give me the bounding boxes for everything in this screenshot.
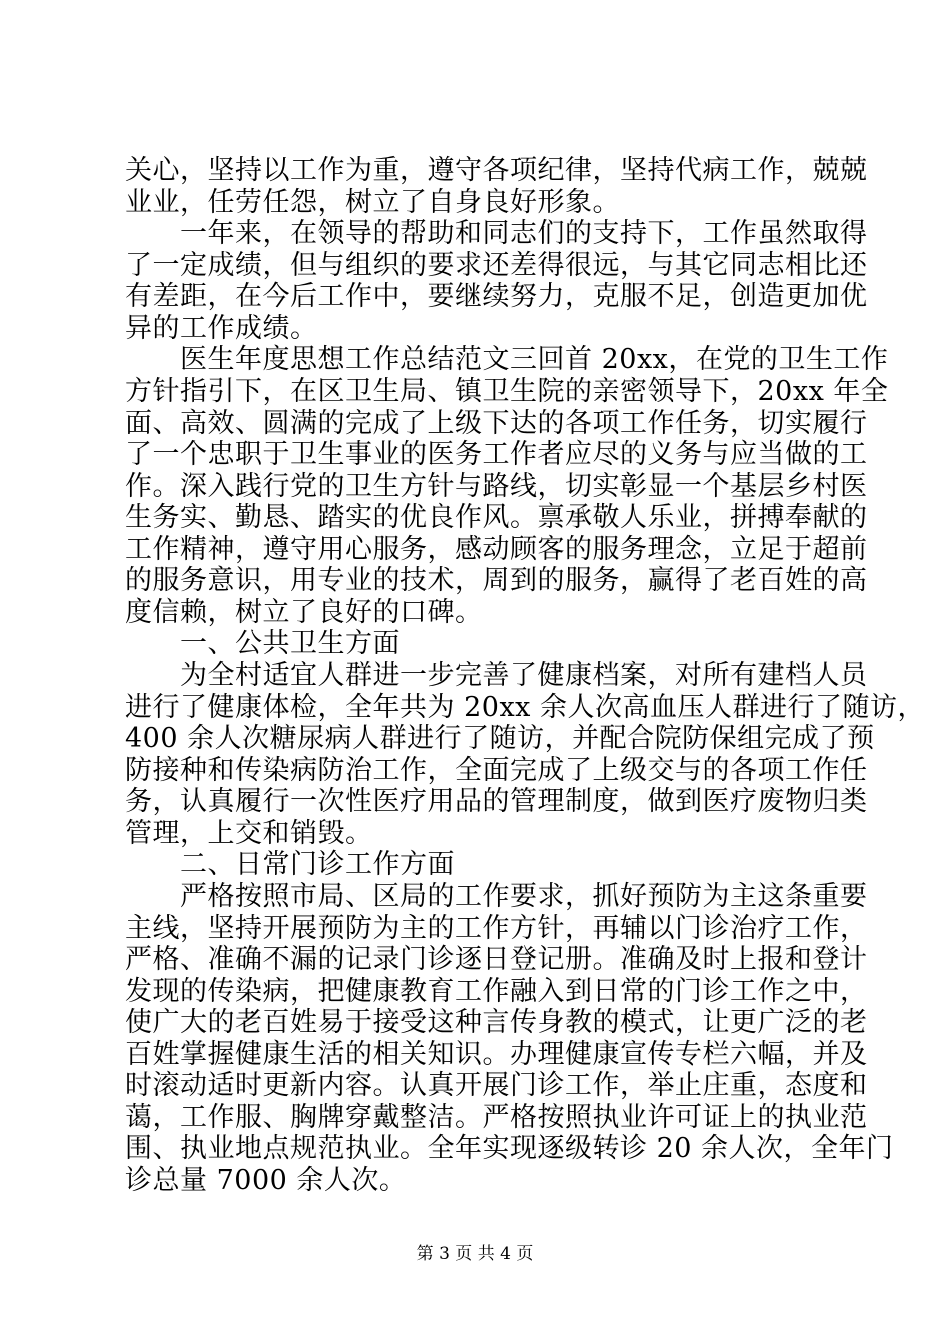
- text-line: 使广大的老百姓易于接受这种言传身教的模式，让更广泛的老: [125, 1007, 868, 1038]
- page-number-footer: 第 3 页 共 4 页: [416, 1244, 534, 1264]
- text-line: 蔼，工作服、胸牌穿戴整洁。严格按照执业许可证上的执业范: [125, 1102, 868, 1133]
- text-line: 防接种和传染病防治工作，全面完成了上级交与的各项工作任: [125, 755, 868, 786]
- text-line: 方针指引下，在区卫生局、镇卫生院的亲密领导下，20xx 年全: [125, 376, 889, 407]
- text-line: 了一定成绩，但与组织的要求还差得很远，与其它同志相比还: [125, 250, 868, 281]
- text-line: 发现的传染病，把健康教育工作融入到日常的门诊工作之中，: [125, 976, 868, 1007]
- text-line: 管理，上交和销毁。: [125, 818, 373, 849]
- text-line: 一年来，在领导的帮助和同志们的支持下，工作虽然取得: [180, 218, 868, 249]
- text-line: 严格按照市局、区局的工作要求，抓好预防为主这条重要: [180, 881, 868, 912]
- text-line: 面、高效、圆满的完成了上级下达的各项工作任务，切实履行: [125, 408, 868, 439]
- text-line: 主线，坚持开展预防为主的工作方针，再辅以门诊治疗工作，: [125, 913, 868, 944]
- section-heading: 一、公共卫生方面: [180, 628, 400, 659]
- text-line: 时滚动适时更新内容。认真开展门诊工作，举止庄重，态度和: [125, 1070, 868, 1101]
- text-line: 进行了健康体检，全年共为 20xx 余人次高血压人群进行了随访，: [125, 692, 925, 723]
- text-line: 务，认真履行一次性医疗用品的管理制度，做到医疗废物归类: [125, 786, 868, 817]
- text-line: 作。深入践行党的卫生方针与路线，切实彰显一个基层乡村医: [125, 471, 868, 502]
- text-line: 诊总量 7000 余人次。: [125, 1165, 407, 1196]
- text-line: 医生年度思想工作总结范文三回首 20xx，在党的卫生工作: [180, 344, 889, 375]
- text-line: 关心，坚持以工作为重，遵守各项纪律，坚持代病工作，兢兢: [125, 155, 868, 186]
- text-line: 围、执业地点规范执业。全年实现逐级转诊 20 余人次，全年门: [125, 1133, 894, 1164]
- text-line: 的服务意识，用专业的技术，周到的服务，赢得了老百姓的高: [125, 565, 868, 596]
- text-line: 工作精神，遵守用心服务，感动顾客的服务理念，立足于超前: [125, 534, 868, 565]
- section-heading: 二、日常门诊工作方面: [180, 849, 455, 880]
- text-line: 严格、准确不漏的记录门诊逐日登记册。准确及时上报和登计: [125, 944, 868, 975]
- text-line: 为全村适宜人群进一步完善了健康档案，对所有建档人员: [180, 660, 868, 691]
- text-line: 异的工作成绩。: [125, 313, 318, 344]
- text-line: 度信赖，树立了良好的口碑。: [125, 597, 483, 628]
- text-line: 400 余人次糖尿病人群进行了随访，并配合院防保组完成了预: [125, 723, 875, 754]
- text-line: 业业，任劳任怨，树立了自身良好形象。: [125, 187, 620, 218]
- text-line: 了一个忠职于卫生事业的医务工作者应尽的义务与应当做的工: [125, 439, 868, 470]
- text-line: 生务实、勤恳、踏实的优良作风。禀承敬人乐业，拼搏奉献的: [125, 502, 868, 533]
- text-line: 百姓掌握健康生活的相关知识。办理健康宣传专栏六幅，并及: [125, 1039, 868, 1070]
- text-line: 有差距，在今后工作中，要继续努力，克服不足，创造更加优: [125, 281, 868, 312]
